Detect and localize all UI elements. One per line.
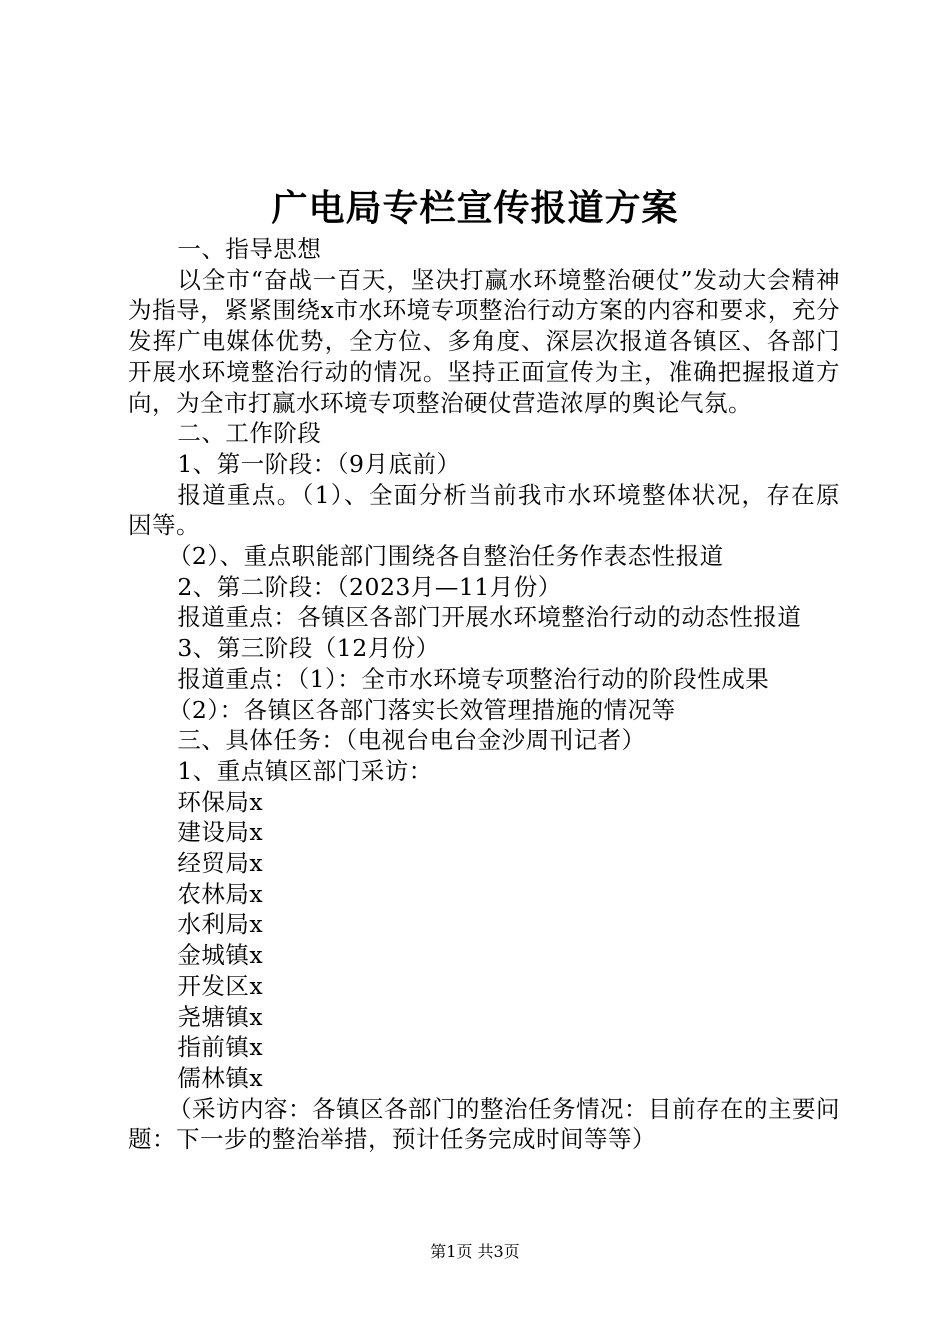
list-item: 尧塘镇x xyxy=(177,1002,264,1031)
document-title: 广电局专栏宣传报道方案 xyxy=(271,187,679,229)
stage-3-heading: 3、第三阶段（12月份） xyxy=(177,634,440,663)
list-item: 开发区x xyxy=(177,971,264,1000)
list-item: 指前镇x xyxy=(177,1033,264,1062)
stage-1-heading: 1、第一阶段：（9月底前） xyxy=(177,449,461,478)
page-number: 第1页 共3页 xyxy=(430,1242,520,1261)
list-item: 建设局x xyxy=(177,818,264,847)
stage-2-heading: 2、第二阶段：（2023月—11月份） xyxy=(177,572,562,601)
list-item: 经贸局x xyxy=(177,849,264,878)
stage-1-focus-1: 报道重点。（1）、全面分析当前我市水环境整体状况，存在原因等。 xyxy=(128,480,840,540)
interview-list-heading: 1、重点镇区部门采访： xyxy=(177,756,433,785)
section-heading-1: 一、指导思想 xyxy=(177,235,322,263)
list-item: 环保局x xyxy=(177,787,264,816)
stage-2-focus: 报道重点：各镇区各部门开展水环境整治行动的动态性报道 xyxy=(177,603,802,632)
list-item: 水利局x xyxy=(177,910,264,939)
section-heading-3: 三、具体任务：（电视台电台金沙周刊记者） xyxy=(177,726,646,755)
document-body xyxy=(128,234,840,1155)
section-heading-2: 二、工作阶段 xyxy=(177,419,322,448)
list-item: 金城镇x xyxy=(177,941,264,970)
list-item: 儒林镇x xyxy=(177,1063,264,1092)
stage-3-focus-1: 报道重点：（1）：全市水环境专项整治行动的阶段性成果 xyxy=(177,664,770,693)
stage-1-focus-2: （2）、重点职能部门围绕各自整治任务作表态性报道 xyxy=(167,542,724,571)
list-item: 农林局x xyxy=(177,879,264,908)
paragraph-guiding-thought: 以全市“奋战一百天，坚决打赢水环境整治硬仗”发动大会精神为指导，紧紧围绕x市水环境专项整治行动方案的内容和要求，充分发挥广电媒体优势，全方位、多角度、深层次报道各镇区、各部门开展水环境整治行动的情况。坚持正面宣传为主，准确把握报道方向，为全市打赢水环境专项整治硬仗营造浓厚的舆论气氛。 xyxy=(128,265,840,417)
stage-3-focus-2: （2）：各镇区各部门落实长效管理措施的情况等 xyxy=(167,695,676,724)
interview-content-note: （采访内容：各镇区各部门的整治任务情况：目前存在的主要问题：下一步的整治举措，预计任务完成时间等等） xyxy=(128,1094,840,1154)
